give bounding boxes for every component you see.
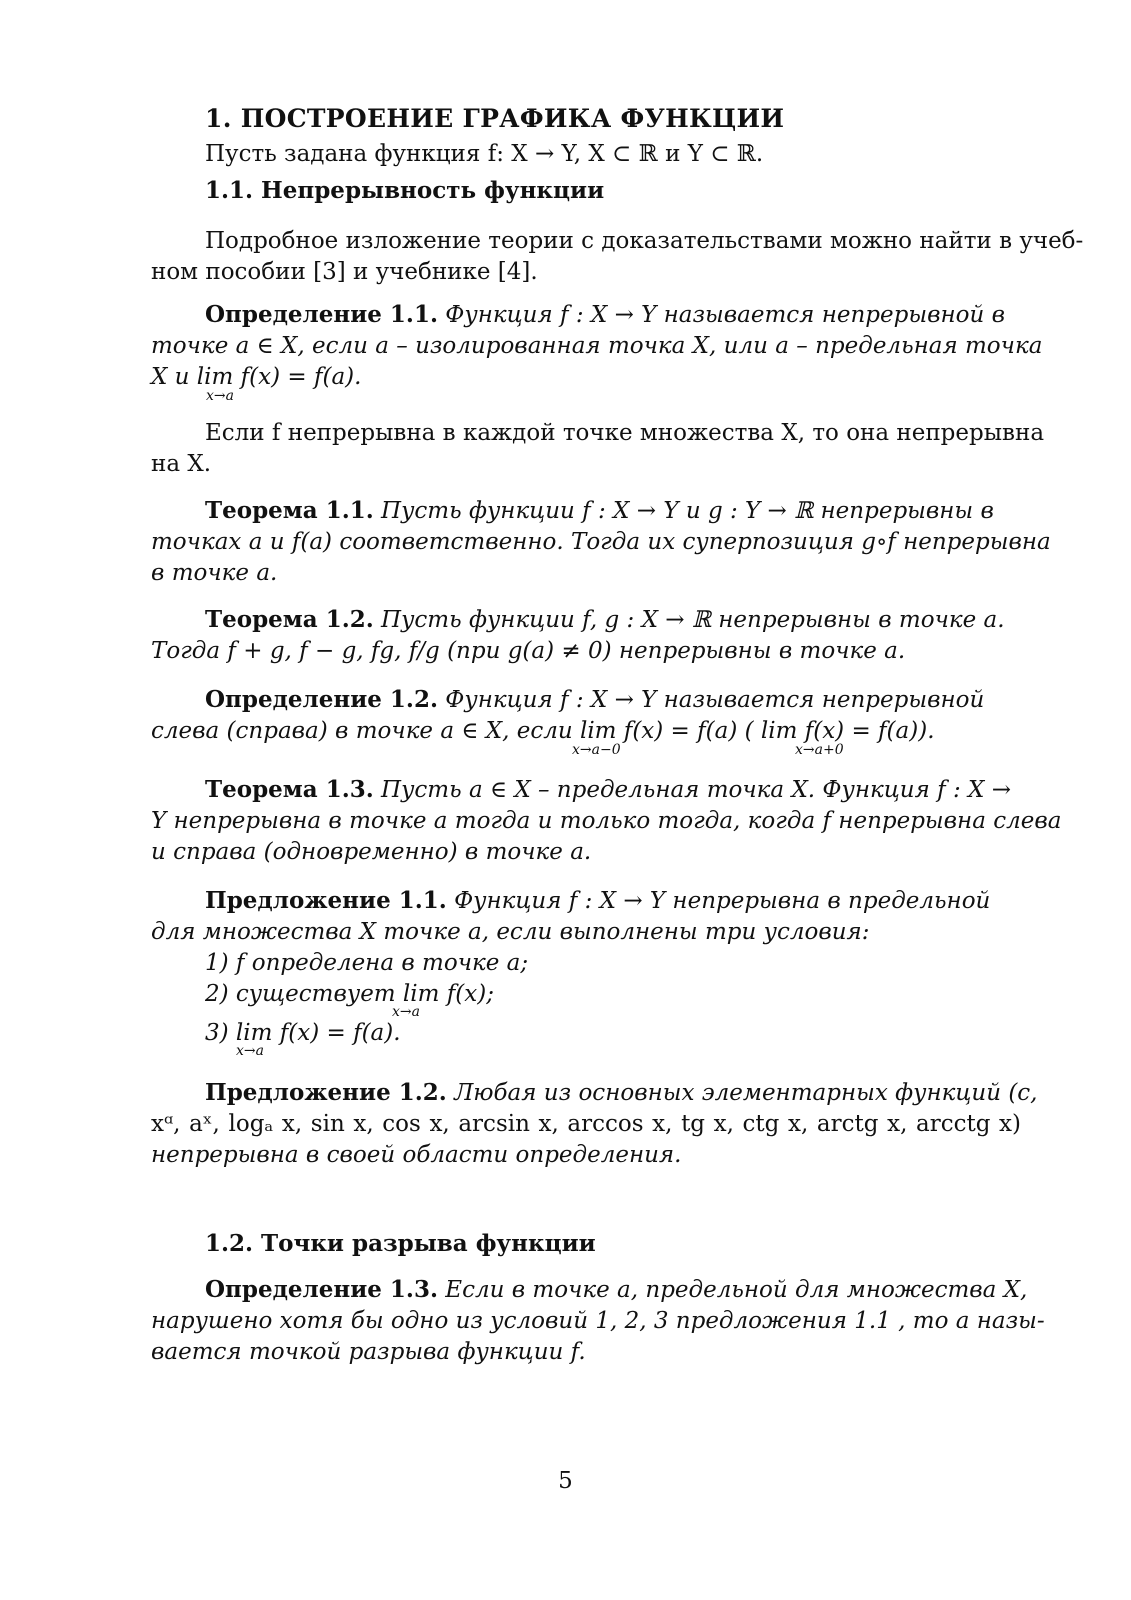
definition-1-1-label: Определение 1.1. <box>205 301 438 328</box>
proposition-1-1-item-3: 3) lim f(x) = f(a). <box>205 1020 401 1046</box>
theorem-1-2-text: Пусть функции f, g : X → ℝ непрерывны в точке a. <box>381 607 1005 633</box>
definition-1-2-right-subscript: x→a+0 <box>795 742 844 758</box>
theorem-1-3-text: Пусть a ∈ X – предельная точка X. Функция f : X → <box>381 777 1011 803</box>
theorem-1-1-label: Теорема 1.1. <box>205 497 374 524</box>
theorem-1-3-label: Теорема 1.3. <box>205 776 374 803</box>
definition-1-3-line-1 <box>205 1275 1028 1305</box>
paragraph-2-line-1: Если f непрерывна в каждой точке множества X, то она непрерывна <box>205 420 1045 446</box>
proposition-1-1-item-1: 1) f определена в точке a; <box>205 950 529 976</box>
section-intro: Пусть задана функция f: X → Y, X ⊂ ℝ и Y ⊂ ℝ. <box>205 141 764 167</box>
proposition-1-2-line-2: xᵅ, aˣ, logₐ x, sin x, cos x, arcsin x, arccos x, tg x, ctg x, arctg x, arcctg x) <box>151 1111 1021 1137</box>
section-title: 1. ПОСТРОЕНИЕ ГРАФИКА ФУНКЦИИ <box>205 104 785 133</box>
definition-1-3-label: Определение 1.3. <box>205 1276 438 1303</box>
definition-1-2-line-2: слева (справа) в точке a ∈ X, если lim f(x) = f(a) ( lim f(x) = f(a)). <box>151 718 935 744</box>
definition-1-1-line-2: точке a ∈ X, если a – изолированная точка X, или a – предельная точка <box>151 333 1043 359</box>
proposition-1-1-item-3-subscript: x→a <box>236 1043 264 1059</box>
definition-1-1-limit-subscript: x→a <box>206 388 234 404</box>
theorem-1-2-line-1 <box>205 605 1021 635</box>
proposition-1-1-line-1 <box>205 886 1021 916</box>
theorem-1-2-line-2: Тогда f + g, f − g, fg, f/g (при g(a) ≠ 0) непрерывны в точке a. <box>151 638 906 664</box>
proposition-1-1-item-2-subscript: x→a <box>392 1004 420 1020</box>
definition-1-2-label: Определение 1.2. <box>205 686 438 713</box>
subsection-title-1-2: 1.2. Точки разрыва функции <box>205 1230 596 1257</box>
proposition-1-2-text: Любая из основных элементарных функций (c, <box>454 1080 1038 1106</box>
definition-1-2-text: Функция f : X → Y называется непрерывной <box>445 687 985 713</box>
proposition-1-1-line-2: для множества X точке a, если выполнены три условия: <box>151 919 870 945</box>
proposition-1-2-line-1 <box>205 1078 1038 1108</box>
theorem-1-1-line-1 <box>205 496 1021 526</box>
theorem-1-3-line-1 <box>205 775 1021 805</box>
proposition-1-2-label: Предложение 1.2. <box>205 1079 447 1106</box>
proposition-1-1-label: Предложение 1.1. <box>205 887 447 914</box>
definition-1-3-line-3: вается точкой разрыва функции f. <box>151 1339 586 1365</box>
theorem-1-2-label: Теорема 1.2. <box>205 606 374 633</box>
definition-1-1-line-1 <box>205 300 1021 330</box>
definition-1-2-left-subscript: x→a−0 <box>572 742 621 758</box>
paragraph-2-line-2: на X. <box>151 451 212 477</box>
theorem-1-1-line-3: в точке a. <box>151 560 278 586</box>
subsection-title-1-1: 1.1. Непрерывность функции <box>205 177 605 204</box>
proposition-1-1-item-2: 2) существует lim f(x); <box>205 981 494 1007</box>
theorem-1-1-line-2: точках a и f(a) соответственно. Тогда их суперпозиция g∘f непрерывна <box>151 529 1051 555</box>
definition-1-3-text: Если в точке a, предельной для множества X, <box>445 1277 1028 1303</box>
definition-1-2-line-1 <box>205 685 1021 715</box>
proposition-1-1-text: Функция f : X → Y непрерывна в предельной <box>454 888 991 914</box>
definition-1-1-line-3: X и lim f(x) = f(a). <box>151 364 362 390</box>
theorem-1-1-text: Пусть функции f : X → Y и g : Y → ℝ непрерывны в <box>381 498 994 524</box>
paragraph-1-line-2: ном пособии [3] и учебнике [4]. <box>151 259 538 285</box>
proposition-1-2-line-3: непрерывна в своей области определения. <box>151 1142 682 1168</box>
definition-1-1-text: Функция f : X → Y называется непрерывной в <box>445 302 1005 328</box>
paragraph-1-line-1: Подробное изложение теории с доказательствами можно найти в учеб- <box>205 228 1084 254</box>
theorem-1-3-line-3: и справа (одновременно) в точке a. <box>151 839 592 865</box>
theorem-1-3-line-2: Y непрерывна в точке a тогда и только тогда, когда f непрерывна слева <box>151 808 1062 834</box>
page-number: 5 <box>558 1468 573 1494</box>
definition-1-3-line-2: нарушено хотя бы одно из условий 1, 2, 3 предложения 1.1 , то a назы- <box>151 1308 1045 1334</box>
